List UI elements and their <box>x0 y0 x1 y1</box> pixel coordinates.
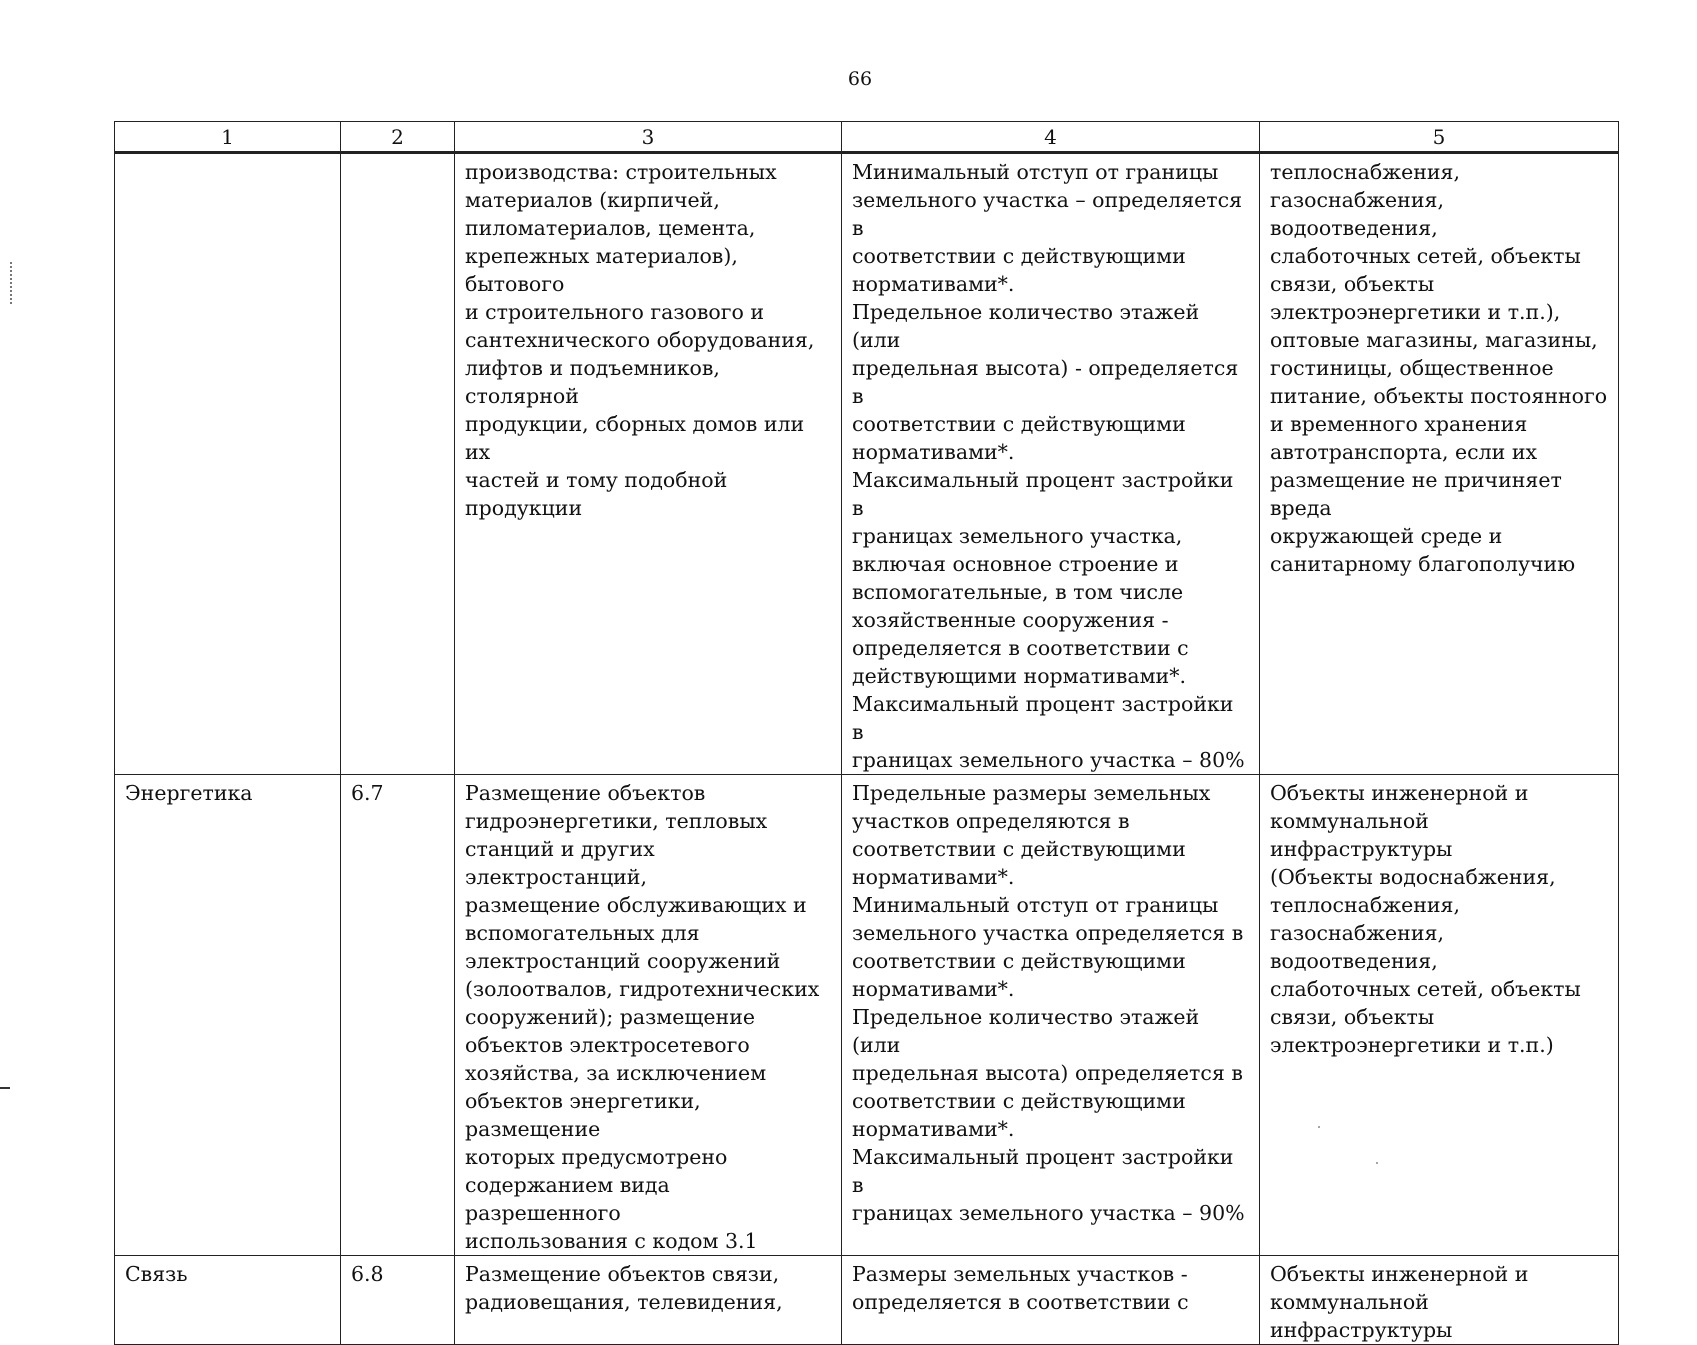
cell-code: 6.7 <box>341 775 455 1256</box>
cell-code <box>341 153 455 775</box>
cell-auxiliary-uses: Объекты инженерной и коммунальной инфраструктуры <box>1260 1256 1619 1345</box>
cell-code: 6.8 <box>341 1256 455 1345</box>
cell-description: Размещение объектов связи, радиовещания, телевидения, <box>455 1256 842 1345</box>
cell-parameters: Минимальный отступ от границы земельного участка – определяется в соответствии с действующими нормативами*. Предельное количество этажей (или предельная высота) - определяется в соответствии с действующими нормативами*. Максимальный процент застройки в границах земельного участка, включая основное строение и вспомогательные, в том числе хозяйственные сооружения - определяется в соответствии с действующими нормативами*. Максимальный процент застройки в границах земельного участка – 80% <box>842 153 1260 775</box>
cell-use-name <box>115 153 341 775</box>
regulations-table <box>114 121 1619 1345</box>
table-row <box>115 153 1619 775</box>
cell-use-name: Энергетика <box>115 775 341 1256</box>
cell-parameters: Размеры земельных участков - определяется в соответствии с <box>842 1256 1260 1345</box>
column-header-1: 1 <box>115 122 341 153</box>
page-number: 66 <box>847 68 873 90</box>
column-header-4: 4 <box>842 122 1260 153</box>
cell-description: производства: строительных материалов (кирпичей, пиломатериалов, цемента, крепежных материалов), бытового и строительного газового и сантехнического оборудования, лифтов и подъемников, столярной продукции, сборных домов или их частей и тому подобной продукции <box>455 153 842 775</box>
cell-parameters: Предельные размеры земельных участков определяются в соответствии с действующими нормативами*. Минимальный отступ от границы земельного участка определяется в соответствии с действующими нормативами*. Предельное количество этажей (или предельная высота) определяется в соответствии с действующими нормативами*. Максимальный процент застройки в границах земельного участка – 90% <box>842 775 1260 1256</box>
column-header-3: 3 <box>455 122 842 153</box>
scan-artifact-bottom <box>0 1087 10 1089</box>
table-row <box>115 775 1619 1256</box>
cell-auxiliary-uses: Объекты инженерной и коммунальной инфраструктуры (Объекты водоснабжения, теплоснабжения, газоснабжения, водоотведения, слаботочных сетей, объекты связи, объекты электроэнергетики и т.п.) <box>1260 775 1619 1256</box>
scan-artifact-left <box>10 262 14 304</box>
cell-description: Размещение объектов гидроэнергетики, тепловых станций и других электростанций, размещение обслуживающих и вспомогательных для электростанций сооружений (золоотвалов, гидротехнических сооружений); размещение объектов электросетевого хозяйства, за исключением объектов энергетики, размещение которых предусмотрено содержанием вида разрешенного использования с кодом 3.1 <box>455 775 842 1256</box>
table-row <box>115 1256 1619 1345</box>
cell-use-name: Связь <box>115 1256 341 1345</box>
column-header-2: 2 <box>341 122 455 153</box>
cell-auxiliary-uses: теплоснабжения, газоснабжения, водоотведения, слаботочных сетей, объекты связи, объекты электроэнергетики и т.п.), оптовые магазины, магазины, гостиницы, общественное питание, объекты постоянного и временного хранения автотранспорта, если их размещение не причиняет вреда окружающей среде и санитарному благополучию <box>1260 153 1619 775</box>
table-header-row <box>115 122 1619 153</box>
column-header-5: 5 <box>1260 122 1619 153</box>
